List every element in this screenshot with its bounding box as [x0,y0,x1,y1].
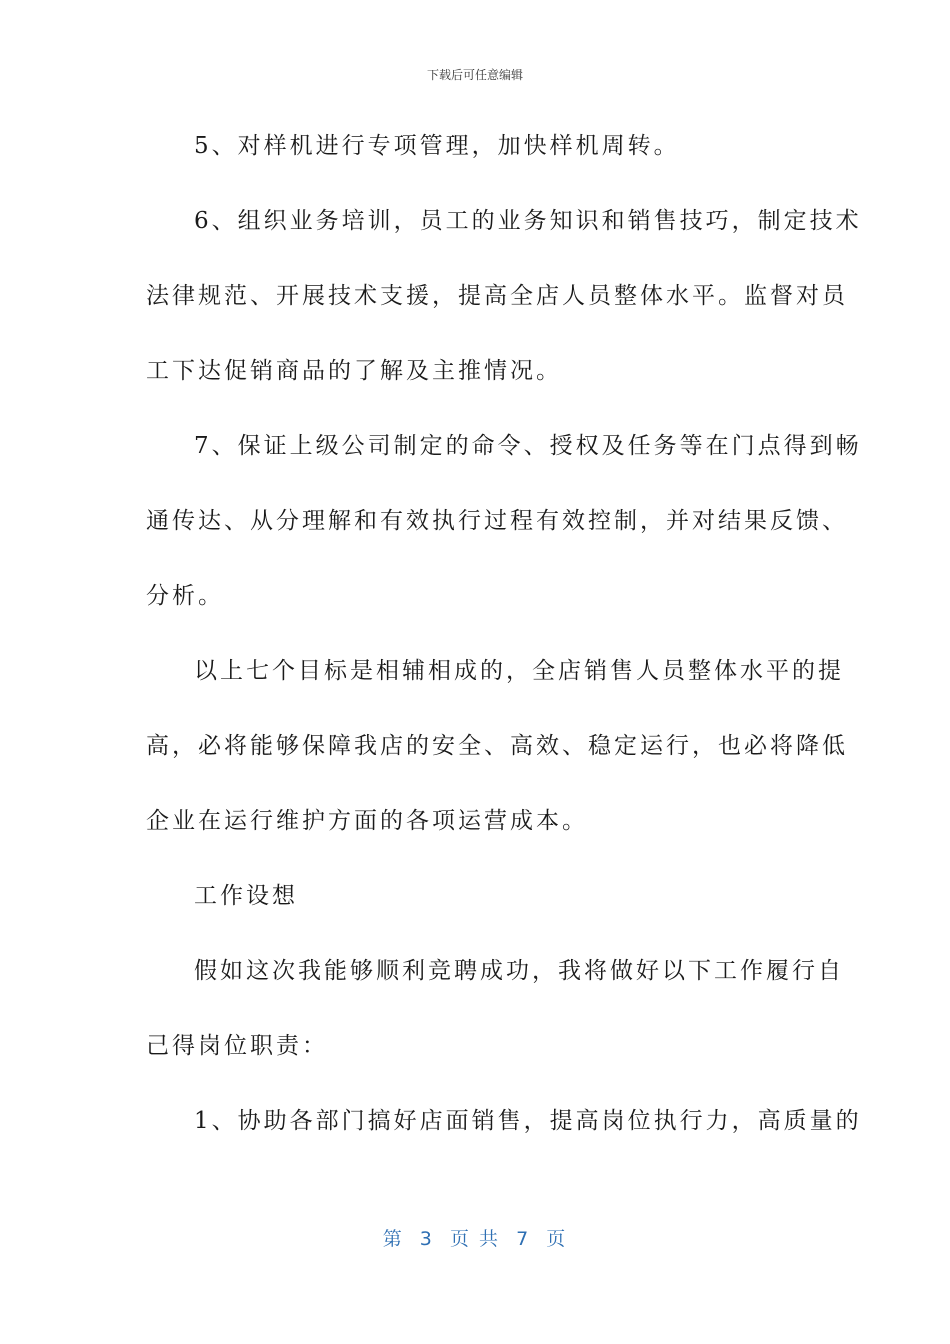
paragraph-line: 假如这次我能够顺利竞聘成功，我将做好以下工作履行自 [194,958,844,984]
paragraph-line: 己得岗位职责： [146,1033,328,1059]
paragraph-line: 高，必将能够保障我店的安全、高效、稳定运行，也必将降低 [146,733,848,759]
document-body [146,120,862,1170]
page-header: 下载后可任意编辑 [426,68,523,82]
section-heading: 工作设想 [194,883,298,909]
paragraph-line: 7、保证上级公司制定的命令、授权及任务等在门点得到畅 [194,433,862,459]
paragraph-line: 通传达、从分理解和有效执行过程有效控制，并对结果反馈、 [146,508,848,534]
paragraph-line: 工下达促销商品的了解及主推情况。 [146,358,562,384]
paragraph-line: 1、协助各部门搞好店面销售，提高岗位执行力，高质量的 [194,1108,862,1134]
paragraph-line: 6、组织业务培训，员工的业务知识和销售技巧，制定技术 [194,208,862,234]
paragraph-line: 企业在运行维护方面的各项运营成本。 [146,808,588,834]
paragraph-line: 分析。 [146,583,224,609]
paragraph-line: 法律规范、开展技术支援，提高全店人员整体水平。监督对员 [146,283,848,309]
paragraph-line: 5、对样机进行专项管理，加快样机周转。 [194,133,680,159]
paragraph-line: 以上七个目标是相辅相成的，全店销售人员整体水平的提 [194,658,844,684]
page-number-footer: 第 3 页 共 7 页 [382,1228,568,1250]
